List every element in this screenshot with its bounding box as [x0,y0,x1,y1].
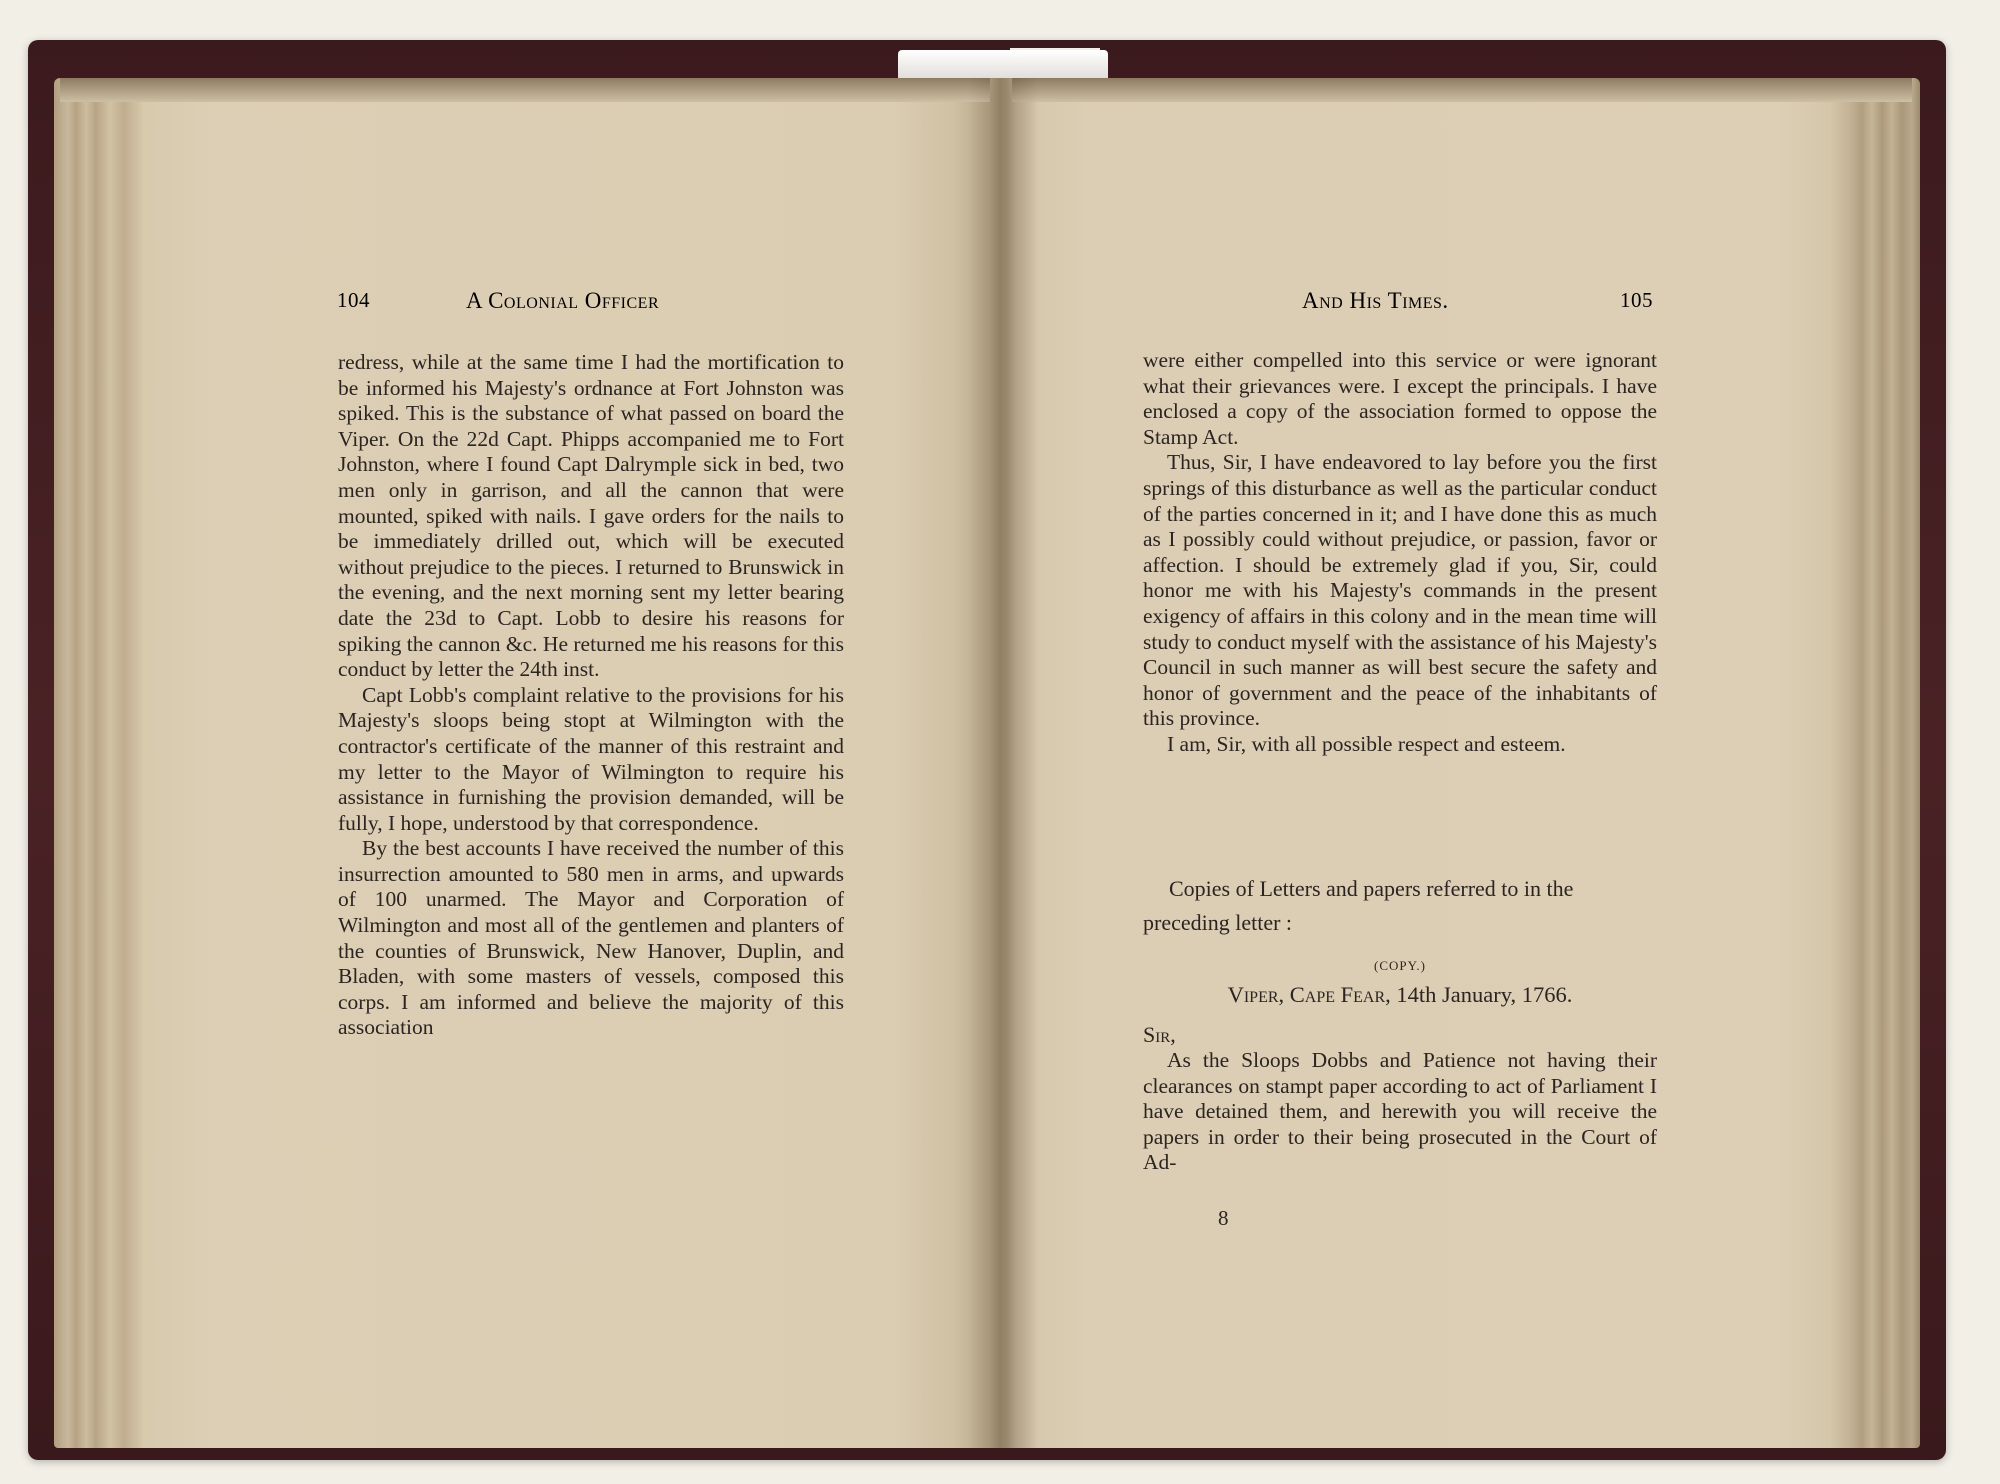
paragraph: were either compelled into this service or were ignorant what their grievances were. I except the principals. I have enclosed a copy of the association formed to oppose the Stamp Act. [1143,348,1657,449]
paragraph: redress, while at the same time I had the mortification to be informed his Majesty's ordnance at Fort Johnston was spiked. This is the substance of what passed on board the Viper. On the 22d Capt. Phipps accompanied me to Fort Johnston, where I found Capt Dalrymple sick in bed, two men only in garrison, and all the cannon that were mounted, spiked with nails. I gave orders for the nails to be immediately drilled out, which will be executed without prejudice to the pieces. I returned to Brunswick in the evening, and the next morning sent my letter bearing date the 23d to Capt. Lobb to desire his reasons for spiking the cannon &c. He returned me his reasons for this conduct by letter the 24th inst. [338,350,844,682]
signature-mark: 8 [1218,1206,1229,1230]
paragraph: I am, Sir, with all possible respect and esteem. [1167,731,1566,756]
right-page-top-edge [1012,78,1912,102]
paragraph: Capt Lobb's complaint relative to the provisions for his Majesty's sloops being stopt at Wilmington with the contractor's certificate of the manner of this restraint and my letter to the Mayor of Wilmington to require his assistance in furnishing the provision demanded, will be fully, I hope, understood by that correspondence. [338,682,844,835]
dateline [1143,982,1657,1008]
right-page-number: 105 [1620,288,1653,312]
paragraph: By the best accounts I have received the number of this insurrection amounted to 580 men in arms, and upwards of 100 unarmed. The Mayor and Corporation of Wilmington and most all of the gentlemen and planters of the counties of Brunswick, New Hanover, Duplin, and Bladen, with some masters of vessels, composed this corps. I am informed and believe the majority of this association [338,836,844,1040]
letter-body [1143,1048,1657,1176]
dateline-place: Viper, Cape Fear, [1227,982,1391,1007]
salutation: Sir, [1143,1022,1176,1047]
right-running-title: And His Times. [1302,288,1449,313]
left-running-title: A Colonial Officer [466,288,660,313]
right-page [1000,78,1920,1448]
paragraph: As the Sloops Dobbs and Patience not having their clearances on stampt paper according to act of Parliament I have detained them, and herewith you will receive the papers in order to their being prosecuted in the Court of Ad- [1143,1048,1657,1175]
right-page-body [1143,348,1657,758]
left-page-number: 104 [337,288,370,312]
copies-heading [1143,872,1657,940]
left-page-body [338,350,844,1041]
dateline-date: 14th January, 1766. [1396,982,1573,1007]
paragraph: Thus, Sir, I have endeavored to lay before you the first springs of this disturbance as well as the particular conduct of the parties concerned in it; and I have done this as much as I possibly could without prejudice, or passion, favor or affection. I should be extremely glad if you, Sir, could honor me with his Majesty's commands in the present exigency of affairs in this colony and in the mean time will study to conduct myself with the assistance of his Majesty's Council in such manner as will best secure the safety and honor of government and the peace of the inhabitants of this province. [1143,450,1657,731]
copies-heading-text: Copies of Letters and papers referred to in the preceding letter : [1143,876,1574,935]
copy-label: (COPY.) [1374,958,1426,973]
left-page-top-edge [60,78,990,102]
